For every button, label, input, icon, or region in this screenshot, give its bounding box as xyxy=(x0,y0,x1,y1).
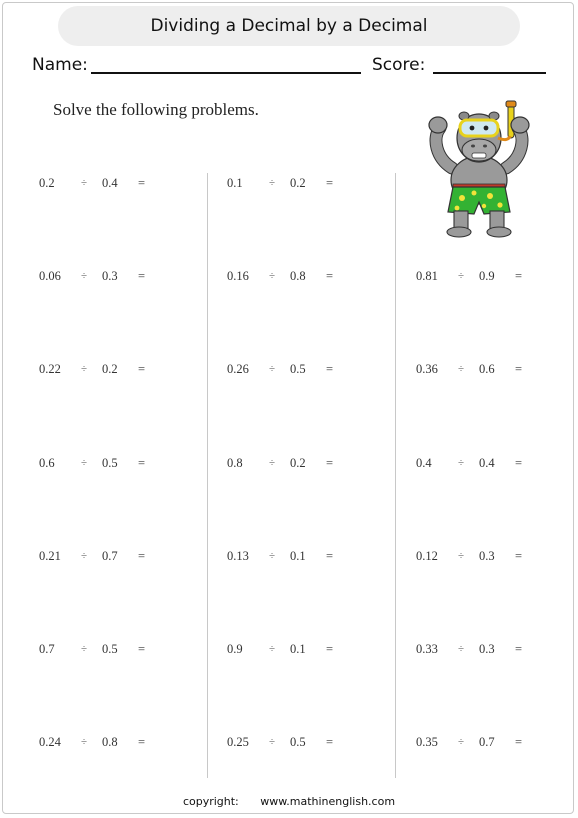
divisor-value: 0.2 xyxy=(290,176,306,190)
hippo-snorkel-icon xyxy=(418,98,538,242)
equals-sign: = xyxy=(515,269,523,283)
score-blank-line[interactable] xyxy=(433,72,546,74)
equals-sign: = xyxy=(515,642,523,656)
division-sign: ÷ xyxy=(81,550,88,562)
divisor-value: 0.5 xyxy=(102,456,118,470)
problem-item xyxy=(227,176,357,192)
divisor-value: 0.4 xyxy=(102,176,118,190)
equals-sign: = xyxy=(326,549,334,563)
equals-sign: = xyxy=(138,642,146,656)
division-sign: ÷ xyxy=(458,550,465,562)
dividend-value: 0.35 xyxy=(416,735,438,749)
divisor-value: 0.6 xyxy=(479,362,495,376)
problem-item xyxy=(39,269,169,285)
divisor-value: 0.1 xyxy=(290,549,306,563)
dividend-value: 0.16 xyxy=(227,269,249,283)
equals-sign: = xyxy=(326,269,334,283)
dividend-value: 0.24 xyxy=(39,735,61,749)
dividend-value: 0.33 xyxy=(416,642,438,656)
division-sign: ÷ xyxy=(269,177,276,189)
dividend-value: 0.13 xyxy=(227,549,249,563)
division-sign: ÷ xyxy=(81,457,88,469)
division-sign: ÷ xyxy=(269,643,276,655)
division-sign: ÷ xyxy=(81,363,88,375)
divisor-value: 0.3 xyxy=(479,642,495,656)
dividend-value: 0.36 xyxy=(416,362,438,376)
footer xyxy=(0,795,578,808)
equals-sign: = xyxy=(515,735,523,749)
divisor-value: 0.7 xyxy=(479,735,495,749)
name-blank-line[interactable] xyxy=(91,72,361,74)
divisor-value: 0.7 xyxy=(102,549,118,563)
equals-sign: = xyxy=(138,735,146,749)
equals-sign: = xyxy=(326,642,334,656)
equals-sign: = xyxy=(515,456,523,470)
dividend-value: 0.1 xyxy=(227,176,243,190)
division-sign: ÷ xyxy=(269,457,276,469)
dividend-value: 0.26 xyxy=(227,362,249,376)
divisor-value: 0.4 xyxy=(479,456,495,470)
name-label: Name: xyxy=(32,55,88,75)
equals-sign: = xyxy=(515,362,523,376)
dividend-value: 0.81 xyxy=(416,269,438,283)
equals-sign: = xyxy=(138,362,146,376)
score-label: Score: xyxy=(372,55,426,75)
dividend-value: 0.9 xyxy=(227,642,243,656)
division-sign: ÷ xyxy=(81,270,88,282)
dividend-value: 0.7 xyxy=(39,642,55,656)
problem-item xyxy=(227,362,357,378)
problem-item xyxy=(416,456,546,472)
division-sign: ÷ xyxy=(269,736,276,748)
divisor-value: 0.2 xyxy=(290,456,306,470)
website-link[interactable]: www.mathinenglish.com xyxy=(260,795,396,808)
divisor-value: 0.3 xyxy=(102,269,118,283)
equals-sign: = xyxy=(515,549,523,563)
column-divider xyxy=(207,173,208,778)
problem-item xyxy=(227,456,357,472)
dividend-value: 0.25 xyxy=(227,735,249,749)
dividend-value: 0.06 xyxy=(39,269,61,283)
problem-item xyxy=(39,456,169,472)
equals-sign: = xyxy=(138,549,146,563)
problem-item xyxy=(416,269,546,285)
division-sign: ÷ xyxy=(458,363,465,375)
instructions: Solve the following problems. xyxy=(53,100,259,119)
division-sign: ÷ xyxy=(269,270,276,282)
divisor-value: 0.2 xyxy=(102,362,118,376)
equals-sign: = xyxy=(326,735,334,749)
worksheet-title xyxy=(58,6,520,46)
equals-sign: = xyxy=(326,362,334,376)
equals-sign: = xyxy=(138,176,146,190)
divisor-value: 0.8 xyxy=(290,269,306,283)
problem-item xyxy=(227,642,357,658)
column-divider xyxy=(395,173,396,778)
division-sign: ÷ xyxy=(458,457,465,469)
copyright-label: copyright: xyxy=(182,795,239,808)
dividend-value: 0.4 xyxy=(416,456,432,470)
divisor-value: 0.1 xyxy=(290,642,306,656)
dividend-value: 0.21 xyxy=(39,549,61,563)
worksheet-title-text: Dividing a Decimal by a Decimal xyxy=(150,16,428,36)
division-sign: ÷ xyxy=(458,643,465,655)
problem-item xyxy=(416,362,546,378)
division-sign: ÷ xyxy=(458,270,465,282)
problem-item xyxy=(416,735,546,751)
equals-sign: = xyxy=(138,456,146,470)
divisor-value: 0.9 xyxy=(479,269,495,283)
equals-sign: = xyxy=(138,269,146,283)
dividend-value: 0.2 xyxy=(39,176,55,190)
divisor-value: 0.3 xyxy=(479,549,495,563)
dividend-value: 0.22 xyxy=(39,362,61,376)
problem-item xyxy=(39,735,169,751)
equals-sign: = xyxy=(326,456,334,470)
dividend-value: 0.6 xyxy=(39,456,55,470)
problem-item xyxy=(39,362,169,378)
division-sign: ÷ xyxy=(81,736,88,748)
problem-item xyxy=(227,549,357,565)
divisor-value: 0.5 xyxy=(290,362,306,376)
dividend-value: 0.12 xyxy=(416,549,438,563)
divisor-value: 0.8 xyxy=(102,735,118,749)
divisor-value: 0.5 xyxy=(290,735,306,749)
name-score-row xyxy=(0,55,578,79)
problem-item xyxy=(227,735,357,751)
division-sign: ÷ xyxy=(269,550,276,562)
division-sign: ÷ xyxy=(458,736,465,748)
problem-item xyxy=(416,642,546,658)
dividend-value: 0.8 xyxy=(227,456,243,470)
problem-item xyxy=(39,549,169,565)
problem-item xyxy=(227,269,357,285)
division-sign: ÷ xyxy=(81,177,88,189)
equals-sign: = xyxy=(326,176,334,190)
problem-item xyxy=(416,549,546,565)
problem-item xyxy=(39,176,169,192)
division-sign: ÷ xyxy=(269,363,276,375)
problem-item xyxy=(39,642,169,658)
divisor-value: 0.5 xyxy=(102,642,118,656)
division-sign: ÷ xyxy=(81,643,88,655)
